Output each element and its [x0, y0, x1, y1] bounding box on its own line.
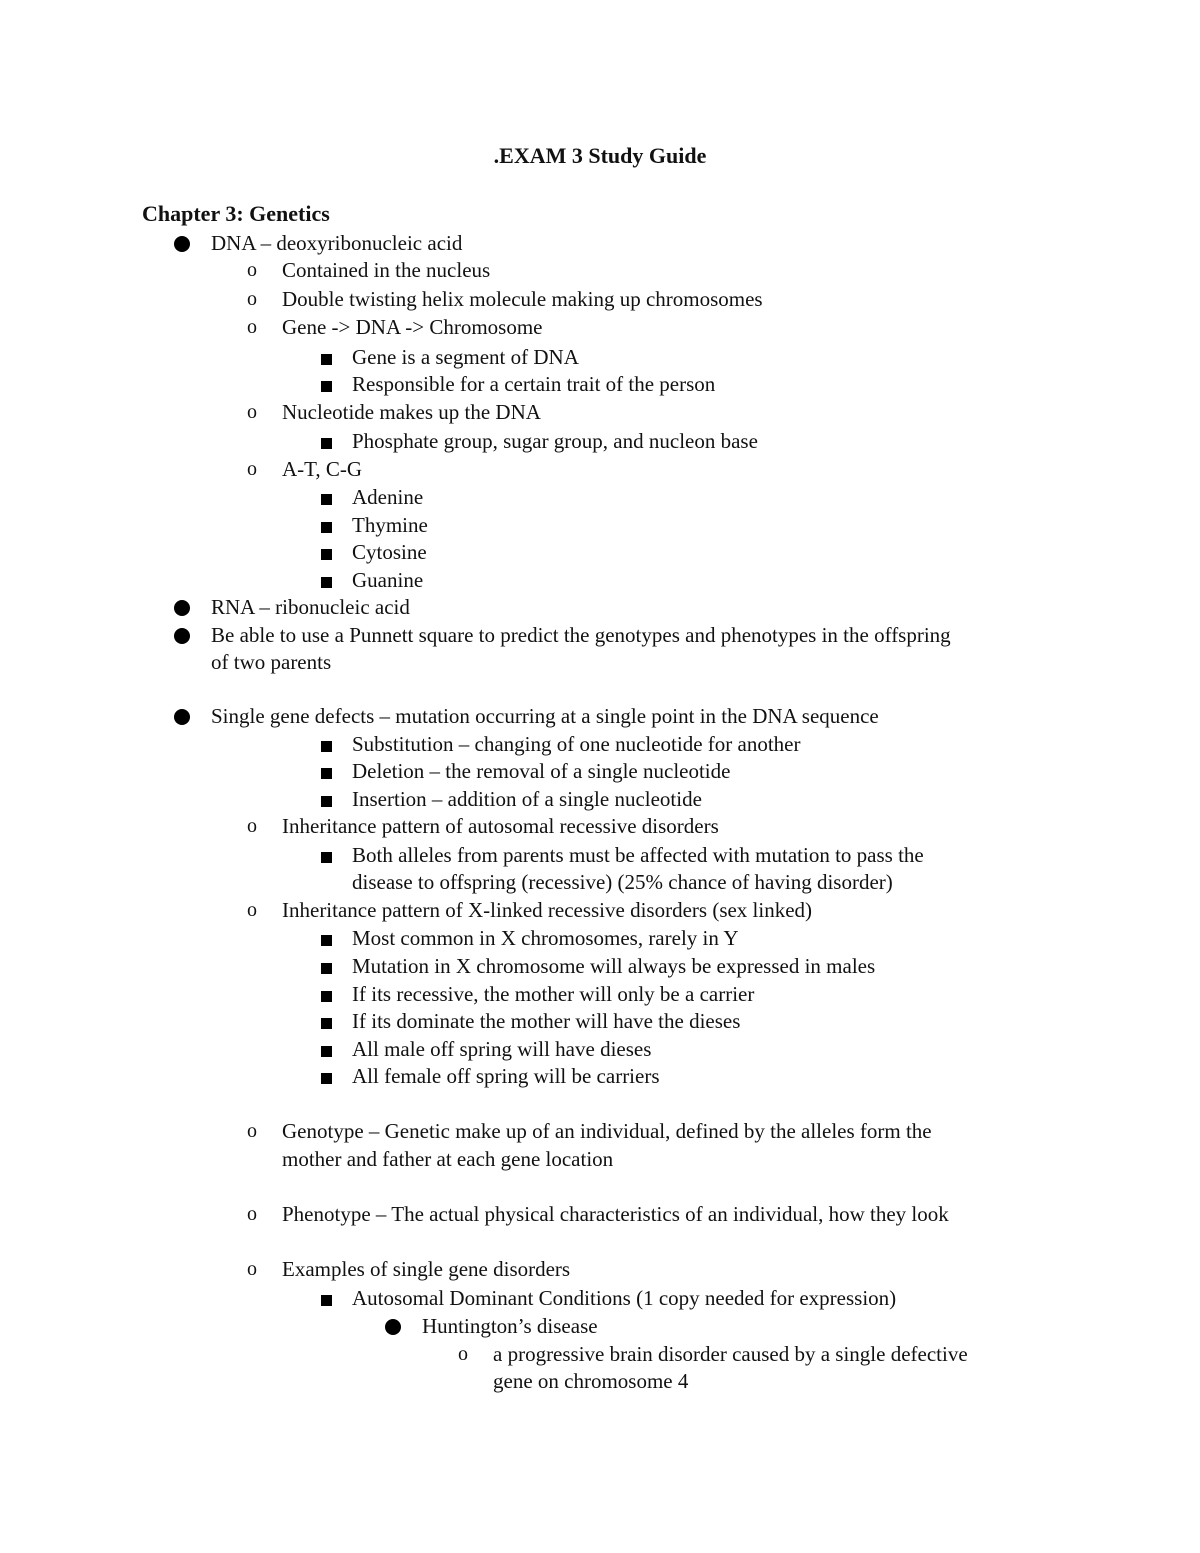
outline-text: If its recessive, the mother will only be a carrier [352, 982, 755, 1006]
outline-text: A-T, C-G [282, 457, 363, 481]
bullet-circle-icon: o [247, 1203, 257, 1225]
outline-text: Double twisting helix molecule making up chromosomes [282, 287, 763, 311]
outline-text: Guanine [352, 568, 424, 592]
outline-text: Mutation in X chromosome will always be expressed in males [352, 954, 876, 978]
bullet-square-icon [321, 741, 332, 752]
bullet-disc-icon [174, 628, 190, 644]
outline-text: of two parents [211, 650, 332, 674]
outline-text: DNA – deoxyribonucleic acid [211, 231, 463, 255]
outline-text: Deletion – the removal of a single nucleotide [352, 759, 731, 783]
bullet-disc-icon [174, 600, 190, 616]
outline-text: Inheritance pattern of autosomal recessive disorders [282, 814, 719, 838]
outline-text: All female off spring will be carriers [352, 1064, 660, 1088]
bullet-square-icon [321, 494, 332, 505]
outline-text: a progressive brain disorder caused by a single defective [493, 1342, 968, 1366]
outline-text: gene on chromosome 4 [493, 1369, 689, 1393]
outline-text: Single gene defects – mutation occurring at a single point in the DNA sequence [211, 704, 879, 728]
bullet-square-icon [321, 1295, 332, 1306]
outline-text: Nucleotide makes up the DNA [282, 400, 541, 424]
outline-text: Genotype – Genetic make up of an individual, defined by the alleles form the [282, 1119, 932, 1143]
bullet-disc-icon [385, 1319, 401, 1335]
outline-text: Adenine [352, 485, 424, 509]
outline-text: Substitution – changing of one nucleotide for another [352, 732, 801, 756]
bullet-disc-icon [174, 236, 190, 252]
bullet-square-icon [321, 796, 332, 807]
outline-text: Most common in X chromosomes, rarely in Y [352, 926, 739, 950]
bullet-circle-icon: o [247, 1258, 257, 1280]
outline-text: Gene is a segment of DNA [352, 345, 579, 369]
bullet-square-icon [321, 438, 332, 449]
bullet-disc-icon [174, 709, 190, 725]
bullet-square-icon [321, 768, 332, 779]
outline-text: Both alleles from parents must be affected with mutation to pass the [352, 843, 924, 867]
outline-text: Autosomal Dominant Conditions (1 copy needed for expression) [352, 1286, 897, 1310]
document-title: .EXAM 3 Study Guide [493, 143, 707, 168]
outline-text: disease to offspring (recessive) (25% chance of having disorder) [352, 870, 893, 894]
bullet-circle-icon: o [247, 401, 257, 423]
outline-text: Cytosine [352, 540, 427, 564]
outline-text: Examples of single gene disorders [282, 1257, 571, 1281]
outline-text: Thymine [352, 513, 428, 537]
outline-text: Responsible for a certain trait of the person [352, 372, 716, 396]
bullet-square-icon [321, 991, 332, 1002]
outline-text: Be able to use a Punnett square to predict the genotypes and phenotypes in the offspring [211, 623, 951, 647]
bullet-square-icon [321, 549, 332, 560]
bullet-square-icon [321, 1018, 332, 1029]
outline-text: Insertion – addition of a single nucleotide [352, 787, 702, 811]
section-heading: Chapter 3: Genetics [142, 201, 330, 226]
outline-text: mother and father at each gene location [282, 1147, 614, 1171]
bullet-square-icon [321, 963, 332, 974]
outline-text: Inheritance pattern of X-linked recessive disorders (sex linked) [282, 898, 813, 922]
bullet-square-icon [321, 852, 332, 863]
bullet-square-icon [321, 1046, 332, 1057]
outline-text: RNA – ribonucleic acid [211, 595, 410, 619]
bullet-square-icon [321, 381, 332, 392]
outline-text: Huntington’s disease [422, 1314, 598, 1338]
bullet-circle-icon: o [458, 1343, 468, 1365]
bullet-square-icon [321, 935, 332, 946]
outline-text: Gene -> DNA -> Chromosome [282, 315, 543, 339]
outline-text: All male off spring will have dieses [352, 1037, 652, 1061]
outline-text: Contained in the nucleus [282, 258, 491, 282]
outline-text: Phenotype – The actual physical characteristics of an individual, how they look [282, 1202, 949, 1226]
bullet-circle-icon: o [247, 815, 257, 837]
outline-text: If its dominate the mother will have the dieses [352, 1009, 741, 1033]
bullet-square-icon [321, 1073, 332, 1084]
bullet-square-icon [321, 577, 332, 588]
outline-text: Phosphate group, sugar group, and nucleon base [352, 429, 758, 453]
bullet-circle-icon: o [247, 458, 257, 480]
bullet-circle-icon: o [247, 1120, 257, 1142]
bullet-circle-icon: o [247, 316, 257, 338]
bullet-square-icon [321, 354, 332, 365]
bullet-square-icon [321, 522, 332, 533]
bullet-circle-icon: o [247, 288, 257, 310]
bullet-circle-icon: o [247, 259, 257, 281]
bullet-circle-icon: o [247, 899, 257, 921]
